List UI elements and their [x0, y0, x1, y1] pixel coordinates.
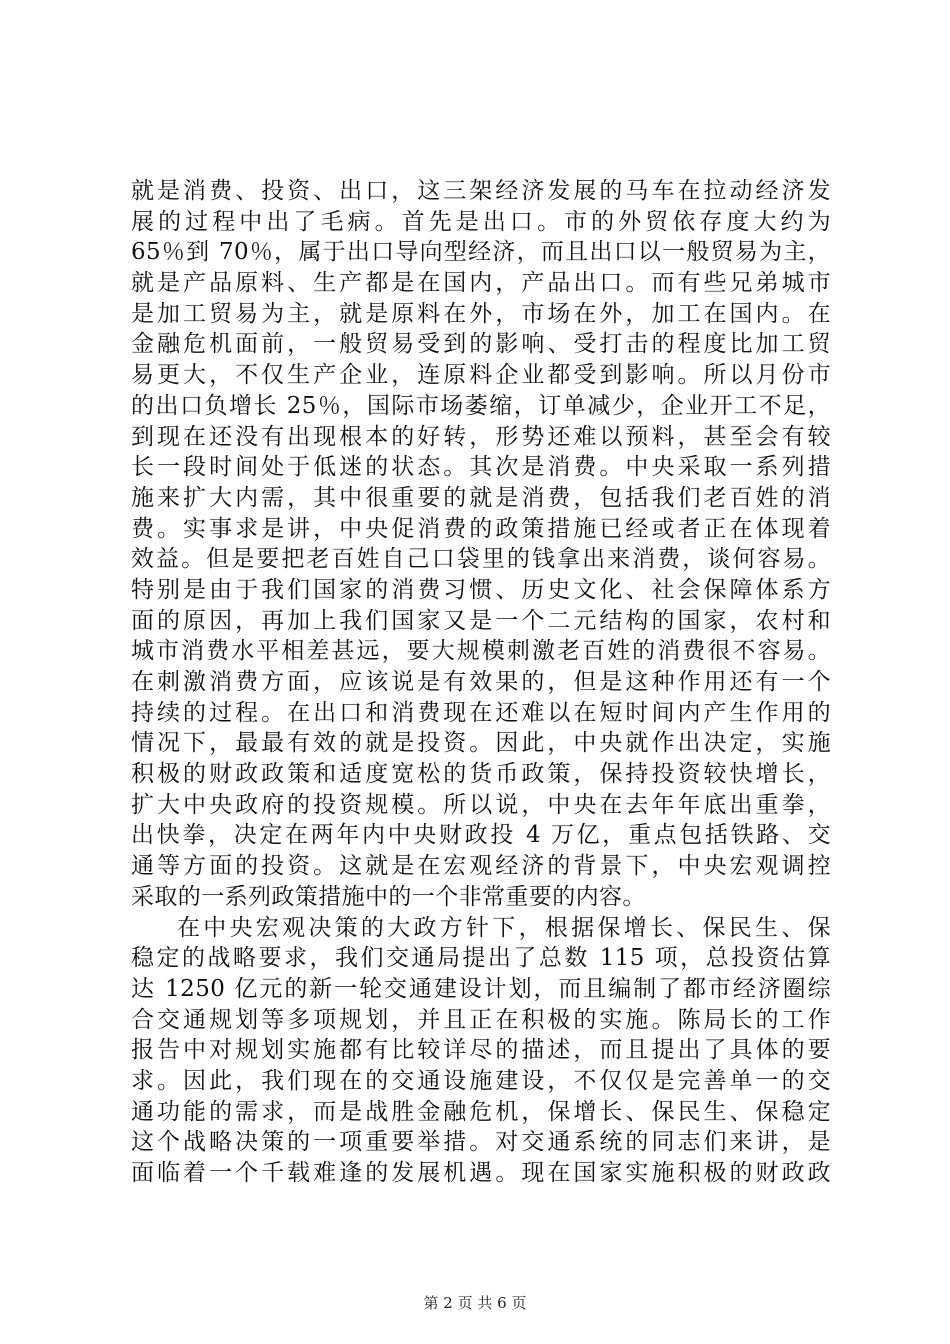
text-line: 城市消费水平相差甚远，要大规模刺激老百姓的消费很不容易。 [131, 638, 831, 665]
text-line: 面临着一个千载难逢的发展机遇。现在国家实施积极的财政政 [131, 1160, 831, 1186]
text-line: 65％到 70％，属于出口导向型经济，而且出口以一般贸易为主， [131, 239, 831, 266]
text-line: 长一段时间处于低迷的状态。其次是消费。中央采取一系列措 [131, 454, 831, 481]
text-line: 在刺激消费方面，应该说是有效果的，但是这种作用还有一个 [131, 669, 831, 695]
text-line: 情况下，最最有效的就是投资。因此，中央就作出决定，实施 [131, 730, 831, 757]
text-line: 费。实事求是讲，中央促消费的政策措施已经或者正在体现着 [131, 515, 831, 542]
paragraph-first-line: 在中央宏观决策的大政方针下，根据保增长、保民生、保 [177, 914, 831, 941]
text-line: 出快拳，决定在两年内中央财政投 4 万亿，重点包括铁路、交 [131, 822, 831, 849]
text-line: 积极的财政政策和适度宽松的货币政策，保持投资较快增长， [131, 761, 831, 788]
text-line: 就是产品原料、生产都是在国内，产品出口。而有些兄弟城市 [131, 270, 831, 297]
text-line: 这个战略决策的一项重要举措。对交通系统的同志们来讲，是 [131, 1129, 831, 1156]
text-line: 金融危机面前，一般贸易受到的影响、受打击的程度比加工贸 [131, 331, 831, 358]
text-line: 面的原因，再加上我们国家又是一个二元结构的国家，农村和 [131, 607, 831, 634]
body-text [131, 176, 831, 1189]
text-line: 稳定的战略要求，我们交通局提出了总数 115 项，总投资估算 [131, 945, 831, 972]
text-line: 报告中对规划实施都有比较详尽的描述，而且提出了具体的要 [131, 1037, 831, 1064]
text-line: 展的过程中出了毛病。首先是出口。市的外贸依存度大约为 [131, 208, 831, 235]
text-line: 易更大，不仅生产企业，连原料企业都受到影响。所以月份市 [131, 362, 831, 389]
text-line: 特别是由于我们国家的消费习惯、历史文化、社会保障体系方 [131, 576, 831, 603]
text-line: 求。因此，我们现在的交通设施建设，不仅仅是完善单一的交 [131, 1067, 831, 1094]
text-line: 的出口负增长 25％，国际市场萎缩，订单减少，企业开工不足， [131, 392, 831, 419]
text-line: 通等方面的投资。这就是在宏观经济的背景下，中央宏观调控 [131, 853, 831, 880]
text-line: 持续的过程。在出口和消费现在还难以在短时间内产生作用的 [131, 699, 831, 726]
text-line: 到现在还没有出现根本的好转，形势还难以预料，甚至会有较 [131, 423, 831, 450]
text-line: 达 1250 亿元的新一轮交通建设计划，而且编制了都市经济圈综 [131, 975, 831, 1002]
text-line: 施来扩大内需，其中很重要的就是消费，包括我们老百姓的消 [131, 484, 831, 511]
page-number-footer: 第 2 页 共 6 页 [423, 1294, 527, 1312]
text-line: 就是消费、投资、出口，这三架经济发展的马车在拉动经济发 [131, 178, 831, 204]
text-line: 效益。但是要把老百姓自己口袋里的钱拿出来消费，谈何容易。 [131, 546, 831, 573]
text-line: 扩大中央政府的投资规模。所以说，中央在去年年底出重拳， [131, 791, 831, 818]
text-line: 是加工贸易为主，就是原料在外，市场在外，加工在国内。在 [131, 300, 831, 327]
text-line: 合交通规划等多项规划，并且正在积极的实施。陈局长的工作 [131, 1006, 831, 1033]
text-line: 通功能的需求，而是战胜金融危机，保增长、保民生、保稳定 [131, 1098, 831, 1125]
paragraph-last-line: 采取的一系列政策措施中的一个非常重要的内容。 [131, 883, 646, 910]
